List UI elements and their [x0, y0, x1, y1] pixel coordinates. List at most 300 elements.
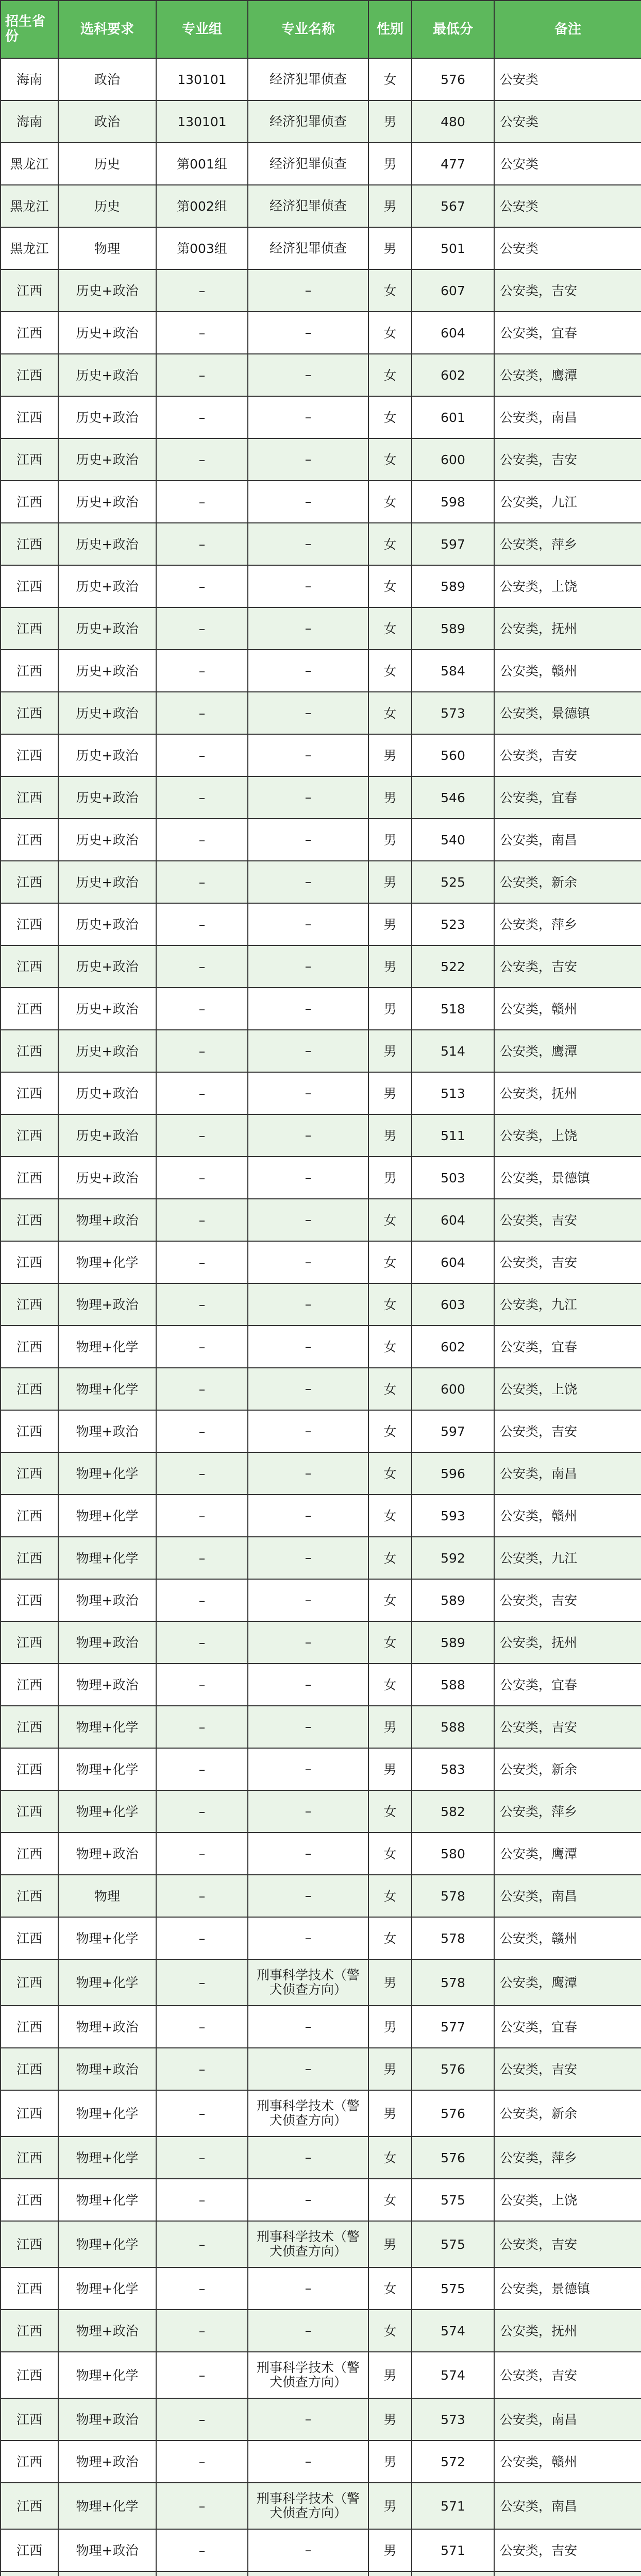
cell-province: 江西 — [1, 2352, 58, 2398]
cell-major-name: – — [248, 2179, 368, 2221]
cell-major-name: – — [248, 1579, 368, 1621]
table-row — [1, 692, 641, 734]
cell-min-score: 580 — [412, 1833, 494, 1875]
cell-province: 海南 — [1, 58, 58, 100]
cell-note: 公安类，抚州 — [494, 607, 641, 650]
cell-min-score: 576 — [412, 58, 494, 100]
table-header — [1, 1, 641, 58]
cell-gender: 女 — [368, 565, 412, 607]
table-row — [1, 1114, 641, 1157]
cell-note: 公安类，南昌 — [494, 396, 641, 438]
cell-major-name: – — [248, 776, 368, 819]
cell-note: 公安类，赣州 — [494, 1495, 641, 1537]
cell-subject-requirement: 历史 — [58, 143, 156, 185]
cell-note: 公安类，九江 — [494, 1537, 641, 1579]
table-row — [1, 1579, 641, 1621]
cell-min-score: 601 — [412, 396, 494, 438]
cell-major-group: – — [156, 2483, 248, 2529]
cell-min-score: 575 — [412, 2221, 494, 2267]
table-row — [1, 1410, 641, 1452]
cell-min-score: 602 — [412, 1326, 494, 1368]
cell-major-group: – — [156, 819, 248, 861]
cell-province: 黑龙江 — [1, 185, 58, 227]
cell-province: 江西 — [1, 861, 58, 903]
cell-province: 江西 — [1, 819, 58, 861]
cell-major-group: – — [156, 2441, 248, 2483]
cell-min-score: 584 — [412, 650, 494, 692]
cell-note: 公安类，萍乡 — [494, 1790, 641, 1833]
table-row — [1, 1537, 641, 1579]
table-row — [1, 2090, 641, 2137]
cell-min-score: 514 — [412, 1030, 494, 1072]
cell-major-name: – — [248, 2267, 368, 2310]
cell-province: 江西 — [1, 1241, 58, 1283]
cell-major-group: – — [156, 1072, 248, 1114]
cell-min-score: 600 — [412, 1368, 494, 1410]
cell-subject-requirement: 历史+政治 — [58, 396, 156, 438]
cell-major-group: – — [156, 734, 248, 776]
cell-gender: 女 — [368, 607, 412, 650]
cell-major-name: – — [248, 734, 368, 776]
cell-major-group: – — [156, 2398, 248, 2441]
cell-min-score: 480 — [412, 100, 494, 143]
cell-subject-requirement: 历史 — [58, 185, 156, 227]
cell-gender: 男 — [368, 988, 412, 1030]
cell-note: 公安类 — [494, 143, 641, 185]
cell-province: 江西 — [1, 2267, 58, 2310]
cell-subject-requirement: 历史+政治 — [58, 565, 156, 607]
cell-note: 公安类，宜春 — [494, 776, 641, 819]
table-row — [1, 1875, 641, 1917]
cell-subject-requirement: 历史+政治 — [58, 438, 156, 481]
cell-major-name: – — [248, 1917, 368, 1959]
cell-gender: 女 — [368, 692, 412, 734]
cell-major-name: – — [248, 2048, 368, 2090]
cell-subject-requirement: 物理+化学 — [58, 2267, 156, 2310]
cell-major-group: – — [156, 1875, 248, 1917]
cell-min-score: 593 — [412, 1495, 494, 1537]
cell-note: 公安类，鹰潭 — [494, 1030, 641, 1072]
cell-min-score: 518 — [412, 988, 494, 1030]
cell-major-group: – — [156, 1368, 248, 1410]
cell-gender: 女 — [368, 2310, 412, 2352]
cell-note: 公安类，吉安 — [494, 734, 641, 776]
cell-subject-requirement: 物理+政治 — [58, 2006, 156, 2048]
table-row — [1, 2441, 641, 2483]
cell-major-group: – — [156, 396, 248, 438]
cell-province: 江西 — [1, 312, 58, 354]
cell-province: 江西 — [1, 988, 58, 1030]
table-row — [1, 861, 641, 903]
cell-subject-requirement: 物理+化学 — [58, 1452, 156, 1495]
cell-subject-requirement: 历史+政治 — [58, 354, 156, 396]
cell-major-group: – — [156, 1199, 248, 1241]
table-row — [1, 903, 641, 945]
cell-gender: 女 — [368, 2267, 412, 2310]
cell-note: 公安类，宜春 — [494, 2006, 641, 2048]
cell-note: 公安类，上饶 — [494, 1114, 641, 1157]
cell-major-group: – — [156, 988, 248, 1030]
cell-subject-requirement: 物理+化学 — [58, 1790, 156, 1833]
cell-min-score: 588 — [412, 1706, 494, 1748]
cell-note: 公安类，抚州 — [494, 1621, 641, 1664]
cell-major-group: – — [156, 2267, 248, 2310]
cell-major-name: – — [248, 2006, 368, 2048]
cell-subject-requirement: 物理+化学 — [58, 2352, 156, 2398]
cell-note: 公安类，鹰潭 — [494, 1959, 641, 2006]
cell-min-score: 604 — [412, 1241, 494, 1283]
table-row — [1, 185, 641, 227]
cell-min-score: 574 — [412, 2310, 494, 2352]
cell-subject-requirement: 历史+政治 — [58, 1157, 156, 1199]
cell-note: 公安类，宜春 — [494, 312, 641, 354]
cell-province: 江西 — [1, 523, 58, 565]
cell-gender: 女 — [368, 1579, 412, 1621]
cell-subject-requirement: 历史+政治 — [58, 819, 156, 861]
table-row — [1, 269, 641, 312]
cell-min-score: 522 — [412, 945, 494, 988]
cell-subject-requirement: 历史+政治 — [58, 692, 156, 734]
cell-province: 江西 — [1, 1283, 58, 1326]
cell-note: 公安类，南昌 — [494, 819, 641, 861]
cell-province: 江西 — [1, 2179, 58, 2221]
cell-major-group: – — [156, 945, 248, 988]
cell-gender: 男 — [368, 1030, 412, 1072]
cell-note: 公安类，抚州 — [494, 1072, 641, 1114]
cell-subject-requirement: 物理+政治 — [58, 1664, 156, 1706]
cell-subject-requirement: 历史+政治 — [58, 945, 156, 988]
cell-major-group: – — [156, 438, 248, 481]
cell-subject-requirement: 历史+政治 — [58, 734, 156, 776]
cell-gender: 女 — [368, 523, 412, 565]
cell-note: 公安类，新余 — [494, 2090, 641, 2137]
cell-min-score: 577 — [412, 2006, 494, 2048]
cell-province: 江西 — [1, 354, 58, 396]
header-major-name: 专业名称 — [248, 1, 368, 58]
cell-major-group: – — [156, 2352, 248, 2398]
cell-subject-requirement: 历史+政治 — [58, 903, 156, 945]
cell-note: 公安类，赣州 — [494, 988, 641, 1030]
cell-gender: 男 — [368, 185, 412, 227]
cell-note: 公安类，吉安 — [494, 2048, 641, 2090]
cell-major-name: – — [248, 2441, 368, 2483]
cell-note: 公安类，吉安 — [494, 438, 641, 481]
cell-min-score: 589 — [412, 607, 494, 650]
cell-subject-requirement: 物理+政治 — [58, 1579, 156, 1621]
table-row — [1, 2529, 641, 2571]
cell-major-group: – — [156, 269, 248, 312]
cell-gender: 女 — [368, 269, 412, 312]
cell-province: 江西 — [1, 2090, 58, 2137]
cell-subject-requirement: 物理+化学 — [58, 1537, 156, 1579]
cell-province: 黑龙江 — [1, 227, 58, 269]
cell-major-group: 130101 — [156, 100, 248, 143]
table-row — [1, 2352, 641, 2398]
cell-province: 江西 — [1, 2529, 58, 2571]
cell-major-name: – — [248, 1157, 368, 1199]
cell-min-score: 576 — [412, 2090, 494, 2137]
cell-major-name: – — [248, 2310, 368, 2352]
cell-province — [1, 2571, 58, 2576]
table-row — [1, 1368, 641, 1410]
cell-major-name: – — [248, 1621, 368, 1664]
cell-major-group: – — [156, 1410, 248, 1452]
table-row — [1, 2483, 641, 2529]
cell-major-name: – — [248, 2529, 368, 2571]
cell-note: 公安类，南昌 — [494, 2483, 641, 2529]
table-row — [1, 523, 641, 565]
cell-gender — [368, 2571, 412, 2576]
cell-min-score: 588 — [412, 1664, 494, 1706]
cell-note: 公安类，萍乡 — [494, 523, 641, 565]
cell-major-group: – — [156, 2006, 248, 2048]
table-row — [1, 2006, 641, 2048]
cell-major-name: – — [248, 1706, 368, 1748]
cell-subject-requirement: 历史+政治 — [58, 523, 156, 565]
cell-subject-requirement: 物理+化学 — [58, 1241, 156, 1283]
cell-province: 江西 — [1, 1959, 58, 2006]
cell-major-name: – — [248, 438, 368, 481]
cell-province: 江西 — [1, 1368, 58, 1410]
cell-major-name: 经济犯罪侦查 — [248, 185, 368, 227]
cell-province: 江西 — [1, 1833, 58, 1875]
cell-province: 江西 — [1, 734, 58, 776]
cell-province: 江西 — [1, 1114, 58, 1157]
cell-province: 江西 — [1, 2310, 58, 2352]
cell-gender: 男 — [368, 945, 412, 988]
cell-major-name: – — [248, 1537, 368, 1579]
cell-gender: 男 — [368, 227, 412, 269]
cell-major-name: – — [248, 903, 368, 945]
cell-min-score: 607 — [412, 269, 494, 312]
cell-province: 江西 — [1, 607, 58, 650]
cell-min-score: 571 — [412, 2483, 494, 2529]
cell-major-group: – — [156, 1917, 248, 1959]
cell-note: 公安类，吉安 — [494, 1241, 641, 1283]
cell-subject-requirement: 物理 — [58, 1875, 156, 1917]
cell-gender: 女 — [368, 1537, 412, 1579]
cell-major-group: – — [156, 1664, 248, 1706]
cell-province: 江西 — [1, 438, 58, 481]
cell-major-name: 经济犯罪侦查 — [248, 100, 368, 143]
cell-province: 江西 — [1, 1621, 58, 1664]
header-subject-requirement: 选科要求 — [58, 1, 156, 58]
cell-major-group: – — [156, 1495, 248, 1537]
cell-gender: 男 — [368, 1706, 412, 1748]
cell-major-group: – — [156, 1326, 248, 1368]
cell-major-name: 经济犯罪侦查 — [248, 227, 368, 269]
cell-major-name: – — [248, 1072, 368, 1114]
cell-major-group: – — [156, 1579, 248, 1621]
cell-major-group: – — [156, 1790, 248, 1833]
cell-gender: 男 — [368, 1072, 412, 1114]
cell-note: 公安类 — [494, 185, 641, 227]
cell-province: 江西 — [1, 776, 58, 819]
cell-major-name: 刑事科学技术（警犬侦查方向） — [248, 2090, 368, 2137]
cell-major-group: – — [156, 2310, 248, 2352]
cell-province: 江西 — [1, 1664, 58, 1706]
cell-subject-requirement: 物理+政治 — [58, 1833, 156, 1875]
cell-major-name: – — [248, 607, 368, 650]
cell-min-score: 574 — [412, 2352, 494, 2398]
table-row — [1, 227, 641, 269]
cell-subject-requirement: 物理+政治 — [58, 1283, 156, 1326]
cell-note: 公安类 — [494, 58, 641, 100]
table-row — [1, 1452, 641, 1495]
cell-major-name: – — [248, 819, 368, 861]
cell-major-group: – — [156, 354, 248, 396]
cell-province: 江西 — [1, 1326, 58, 1368]
table-row — [1, 312, 641, 354]
cell-major-name: – — [248, 354, 368, 396]
cell-gender: 女 — [368, 354, 412, 396]
cell-province: 江西 — [1, 1917, 58, 1959]
cell-major-name: – — [248, 396, 368, 438]
cell-gender: 女 — [368, 1875, 412, 1917]
cell-major-name — [248, 2571, 368, 2576]
cell-province: 江西 — [1, 1452, 58, 1495]
table-row — [1, 438, 641, 481]
cell-province: 江西 — [1, 1495, 58, 1537]
cell-province: 江西 — [1, 1537, 58, 1579]
table-row — [1, 2179, 641, 2221]
cell-min-score: 477 — [412, 143, 494, 185]
cell-gender: 男 — [368, 819, 412, 861]
cell-subject-requirement: 物理+化学 — [58, 1706, 156, 1748]
cell-min-score: 571 — [412, 2529, 494, 2571]
cell-gender: 女 — [368, 2137, 412, 2179]
header-row — [1, 1, 641, 58]
cell-min-score: 576 — [412, 2048, 494, 2090]
cell-note: 公安类，景德镇 — [494, 1157, 641, 1199]
cell-province: 江西 — [1, 1030, 58, 1072]
header-min-score: 最低分 — [412, 1, 494, 58]
cell-major-name: – — [248, 1030, 368, 1072]
cell-min-score: 540 — [412, 819, 494, 861]
cell-province: 江西 — [1, 903, 58, 945]
table-row — [1, 2398, 641, 2441]
cell-major-name: 经济犯罪侦查 — [248, 143, 368, 185]
cell-note: 公安类，萍乡 — [494, 2137, 641, 2179]
cell-note: 公安类 — [494, 227, 641, 269]
table-row — [1, 1664, 641, 1706]
cell-min-score: 503 — [412, 1157, 494, 1199]
cell-major-name: – — [248, 945, 368, 988]
cell-province: 江西 — [1, 269, 58, 312]
cell-min-score: 578 — [412, 1959, 494, 2006]
cell-note: 公安类，吉安 — [494, 2352, 641, 2398]
cell-major-group: – — [156, 1959, 248, 2006]
cell-province: 江西 — [1, 2006, 58, 2048]
table-row — [1, 354, 641, 396]
cell-major-group: – — [156, 565, 248, 607]
cell-note: 公安类 — [494, 100, 641, 143]
cell-province: 江西 — [1, 2483, 58, 2529]
table-row — [1, 2048, 641, 2090]
cell-subject-requirement: 物理+政治 — [58, 1199, 156, 1241]
cell-major-group: – — [156, 2179, 248, 2221]
table-row — [1, 2137, 641, 2179]
cell-major-name: – — [248, 523, 368, 565]
cell-subject-requirement: 历史+政治 — [58, 776, 156, 819]
cell-major-group: – — [156, 2090, 248, 2137]
cell-gender: 女 — [368, 2179, 412, 2221]
cell-subject-requirement: 物理+化学 — [58, 1959, 156, 2006]
cell-subject-requirement: 物理+政治 — [58, 2441, 156, 2483]
cell-subject-requirement: 物理+政治 — [58, 2529, 156, 2571]
cell-subject-requirement: 历史+政治 — [58, 481, 156, 523]
cell-major-group: – — [156, 1833, 248, 1875]
table-row — [1, 607, 641, 650]
cell-note: 公安类，宜春 — [494, 1664, 641, 1706]
cell-province: 江西 — [1, 2441, 58, 2483]
cell-note: 公安类，景德镇 — [494, 2267, 641, 2310]
cell-note: 公安类，赣州 — [494, 650, 641, 692]
cell-major-group: – — [156, 650, 248, 692]
cell-province: 江西 — [1, 1748, 58, 1790]
cell-gender: 男 — [368, 2483, 412, 2529]
cell-major-name: – — [248, 565, 368, 607]
cell-min-score: 583 — [412, 1748, 494, 1790]
cell-min-score: 523 — [412, 903, 494, 945]
table-row — [1, 734, 641, 776]
cell-subject-requirement — [58, 2571, 156, 2576]
cell-gender: 女 — [368, 1283, 412, 1326]
cell-note: 公安类，吉安 — [494, 2221, 641, 2267]
table-row — [1, 2310, 641, 2352]
cell-major-name: – — [248, 1495, 368, 1537]
cell-major-name: – — [248, 1790, 368, 1833]
cell-gender: 女 — [368, 396, 412, 438]
cell-major-name: 经济犯罪侦查 — [248, 58, 368, 100]
cell-gender: 女 — [368, 438, 412, 481]
cell-min-score: 501 — [412, 227, 494, 269]
cell-gender: 女 — [368, 1790, 412, 1833]
table-row — [1, 1283, 641, 1326]
cell-subject-requirement: 物理+政治 — [58, 2398, 156, 2441]
cell-major-group: – — [156, 776, 248, 819]
table-row — [1, 1917, 641, 1959]
table-row — [1, 1748, 641, 1790]
cell-major-group: 130101 — [156, 58, 248, 100]
cell-major-group: – — [156, 1283, 248, 1326]
cell-min-score: 513 — [412, 1072, 494, 1114]
cell-note: 公安类，鹰潭 — [494, 354, 641, 396]
cell-min-score: 525 — [412, 861, 494, 903]
cell-gender: 男 — [368, 2006, 412, 2048]
cell-major-name: – — [248, 2398, 368, 2441]
cell-gender: 男 — [368, 734, 412, 776]
cell-province: 江西 — [1, 396, 58, 438]
cell-major-group: – — [156, 1706, 248, 1748]
cell-province: 江西 — [1, 1790, 58, 1833]
table-row — [1, 1790, 641, 1833]
cell-major-group: 第003组 — [156, 227, 248, 269]
table-row — [1, 2571, 641, 2576]
cell-min-score: 589 — [412, 1579, 494, 1621]
table-row — [1, 1959, 641, 2006]
cell-min-score: 572 — [412, 2441, 494, 2483]
cell-province: 江西 — [1, 1706, 58, 1748]
cell-province: 江西 — [1, 1410, 58, 1452]
cell-note: 公安类，鹰潭 — [494, 1833, 641, 1875]
cell-major-name: 刑事科学技术（警犬侦查方向） — [248, 2483, 368, 2529]
cell-province: 黑龙江 — [1, 143, 58, 185]
cell-subject-requirement: 物理+化学 — [58, 1495, 156, 1537]
cell-gender: 女 — [368, 481, 412, 523]
cell-subject-requirement: 物理+政治 — [58, 1621, 156, 1664]
cell-note: 公安类，吉安 — [494, 945, 641, 988]
